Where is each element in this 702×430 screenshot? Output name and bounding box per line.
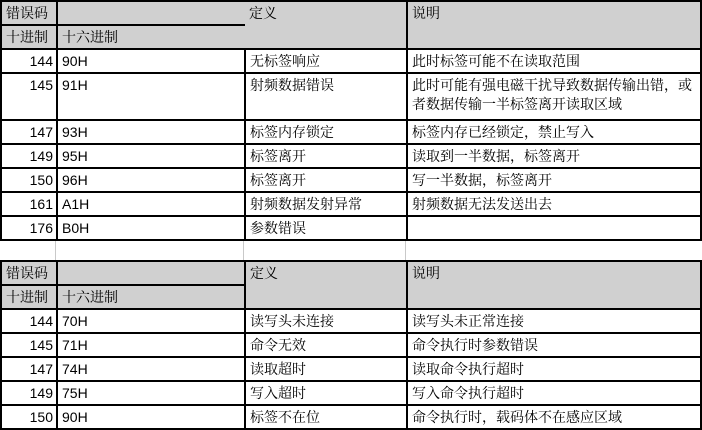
- gridline: [243, 241, 244, 260]
- definition-cell: 命令无效: [245, 333, 407, 357]
- description-cell: 标签内存已经锁定，禁止写入: [407, 120, 701, 144]
- decimal-cell: 161: [1, 192, 57, 216]
- table-row: [1, 73, 701, 120]
- decimal-cell: 145: [1, 333, 57, 357]
- hex-cell: 90H: [57, 49, 245, 73]
- hex-cell: 74H: [57, 357, 245, 381]
- table-row: [1, 216, 701, 240]
- definition-cell: 读取超时: [245, 357, 407, 381]
- description-cell: 射频数据无法发送出去: [407, 192, 701, 216]
- table-row: [1, 144, 701, 168]
- hex-cell: 91H: [57, 73, 245, 120]
- gridline: [55, 241, 56, 260]
- table-row: [1, 309, 701, 333]
- hex-cell: 71H: [57, 333, 245, 357]
- definition-cell: 读写头未连接: [245, 309, 407, 333]
- table2-error-code-header: 错误码: [1, 261, 57, 285]
- table-row: [1, 357, 701, 381]
- table1-error-code-header: 错误码: [1, 1, 57, 25]
- table1-definition-header: 定义: [245, 1, 407, 49]
- decimal-cell: 145: [1, 73, 57, 120]
- decimal-cell: 144: [1, 309, 57, 333]
- table-row: [1, 49, 701, 73]
- definition-cell: 标签离开: [245, 144, 407, 168]
- table1-description-header: 说明: [407, 1, 701, 49]
- table2-error-code-header-spacer: [57, 261, 245, 285]
- definition-cell: 写入超时: [245, 381, 407, 405]
- description-cell: 写一半数据，标签离开: [407, 168, 701, 192]
- decimal-cell: 150: [1, 168, 57, 192]
- table1-error-code-header-spacer: [57, 1, 245, 25]
- definition-cell: 射频数据发射异常: [245, 192, 407, 216]
- description-cell: 读取命令执行超时: [407, 357, 701, 381]
- decimal-cell: 149: [1, 144, 57, 168]
- table-row: [1, 405, 701, 429]
- table2-decimal-header: 十进制: [1, 285, 57, 309]
- table2-description-header: 说明: [407, 261, 701, 309]
- definition-cell: 参数错误: [245, 216, 407, 240]
- description-cell: 读取到一半数据，标签离开: [407, 144, 701, 168]
- table-row: [1, 168, 701, 192]
- description-cell: 读写头未正常连接: [407, 309, 701, 333]
- description-cell: 写入命令执行超时: [407, 381, 701, 405]
- description-cell: 此时可能有强电磁干扰导致数据传输出错，或者数据传输一半标签离开读取区域: [407, 73, 701, 120]
- table1-header-row-1: [1, 1, 701, 25]
- definition-cell: 标签不在位: [245, 405, 407, 429]
- table2-hex-header: 十六进制: [57, 285, 245, 309]
- decimal-cell: 149: [1, 381, 57, 405]
- decimal-cell: 176: [1, 216, 57, 240]
- definition-cell: 标签离开: [245, 168, 407, 192]
- hex-cell: B0H: [57, 216, 245, 240]
- definition-cell: 无标签响应: [245, 49, 407, 73]
- hex-cell: 70H: [57, 309, 245, 333]
- decimal-cell: 147: [1, 357, 57, 381]
- description-cell: 此时标签可能不在读取范围: [407, 49, 701, 73]
- description-cell: 命令执行时，载码体不在感应区域: [407, 405, 701, 429]
- definition-cell: 射频数据错误: [245, 73, 407, 120]
- hex-cell: 93H: [57, 120, 245, 144]
- hex-cell: 75H: [57, 381, 245, 405]
- table-gap: [0, 241, 700, 260]
- hex-cell: 90H: [57, 405, 245, 429]
- table1-hex-header: 十六进制: [57, 25, 245, 49]
- error-code-table-2: [0, 260, 702, 430]
- hex-cell: 95H: [57, 144, 245, 168]
- hex-cell: 96H: [57, 168, 245, 192]
- decimal-cell: 150: [1, 405, 57, 429]
- table-row: [1, 333, 701, 357]
- table-row: [1, 381, 701, 405]
- table2-header-row-1: [1, 261, 701, 285]
- decimal-cell: 144: [1, 49, 57, 73]
- table2-definition-header: 定义: [245, 261, 407, 309]
- gridline: [405, 241, 406, 260]
- table-row: [1, 120, 701, 144]
- description-cell: 命令执行时参数错误: [407, 333, 701, 357]
- definition-cell: 标签内存锁定: [245, 120, 407, 144]
- table-row: [1, 192, 701, 216]
- description-cell: [407, 216, 701, 240]
- hex-cell: A1H: [57, 192, 245, 216]
- decimal-cell: 147: [1, 120, 57, 144]
- table1-decimal-header: 十进制: [1, 25, 57, 49]
